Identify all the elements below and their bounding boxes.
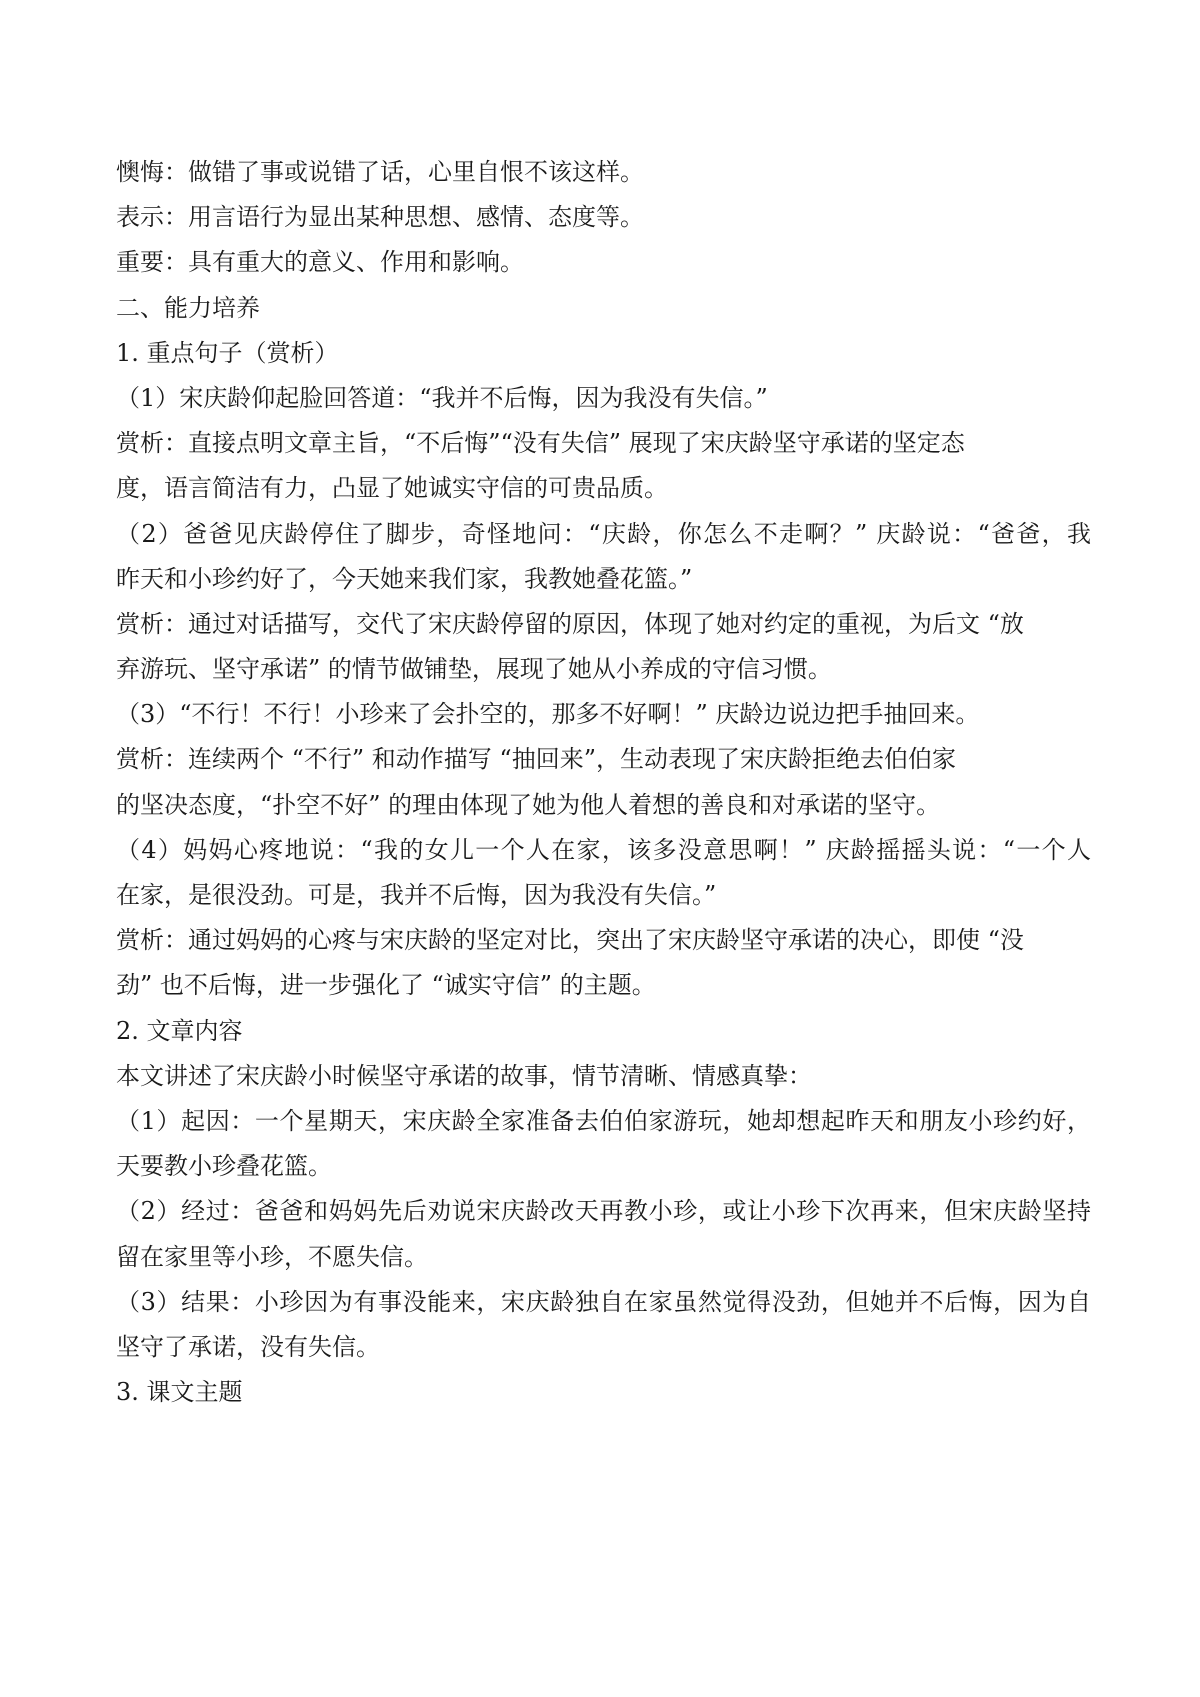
- text-line: 表示：用言语行为显出某种思想、感情、态度等。: [116, 203, 644, 232]
- text-line: 昨天和小珍约好了，今天她来我们家，我教她叠花篮。”: [116, 564, 693, 593]
- text-line: 赏析：连续两个 “不行” 和动作描写 “抽回来”，生动表现了宋庆龄拒绝去伯伯家: [116, 745, 956, 774]
- text-line: 天要教小珍叠花篮。: [116, 1152, 332, 1181]
- text-line: 赏析：直接点明文章主旨，“不后悔”“没有失信” 展现了宋庆龄坚守承诺的坚定态: [116, 429, 965, 458]
- text-line: 留在家里等小珍，不愿失信。: [116, 1242, 428, 1271]
- text-line: 2. 文章内容: [116, 1016, 243, 1045]
- text-line: 赏析：通过妈妈的心疼与宋庆龄的坚定对比，突出了宋庆龄坚守承诺的决心，即使 “没: [116, 926, 1024, 955]
- text-line: （4）妈妈心疼地说：“我的女儿一个人在家，该多没意思啊！” 庆龄摇摇头说：“一个人: [116, 835, 1091, 864]
- text-line: （1）宋庆龄仰起脸回答道：“我并不后悔，因为我没有失信。”: [116, 383, 768, 412]
- text-line: 劲” 也不后悔，进一步强化了 “诚实守信” 的主题。: [116, 971, 656, 1000]
- text-line: 1. 重点句子（赏析）: [116, 338, 339, 367]
- text-line: 的坚决态度，“扑空不好” 的理由体现了她为他人着想的善良和对承诺的坚守。: [116, 790, 941, 819]
- text-line: 本文讲述了宋庆龄小时候坚守承诺的故事，情节清晰、情感真挚：: [116, 1061, 812, 1090]
- text-line: 度，语言简洁有力，凸显了她诚实守信的可贵品质。: [116, 474, 668, 503]
- text-line: 坚守了承诺，没有失信。: [116, 1332, 380, 1361]
- text-line: 3. 课文主题: [116, 1378, 243, 1407]
- text-line: 懊悔：做错了事或说错了话，心里自恨不该这样。: [116, 158, 644, 186]
- text-line: （1）起因：一个星期天，宋庆龄全家准备去伯伯家游玩，她却想起昨天和朋友小珍约好，: [116, 1106, 1091, 1135]
- text-line: （3）“不行！不行！小珍来了会扑空的，那多不好啊！” 庆龄边说边把手抽回来。: [116, 700, 980, 729]
- text-line: 二、能力培养: [116, 293, 260, 322]
- text-line: 重要：具有重大的意义、作用和影响。: [116, 248, 524, 277]
- text-line: 弃游玩、坚守承诺” 的情节做铺垫，展现了她从小养成的守信习惯。: [116, 655, 832, 684]
- text-line: （2）经过：爸爸和妈妈先后劝说宋庆龄改天再教小珍，或让小珍下次再来，但宋庆龄坚持: [116, 1197, 1091, 1226]
- text-line: 在家，是很没劲。可是，我并不后悔，因为我没有失信。”: [116, 881, 717, 909]
- document-body: [116, 150, 1091, 1415]
- text-line: （3）结果：小珍因为有事没能来，宋庆龄独自在家虽然觉得没劲，但她并不后悔，因为自: [116, 1287, 1091, 1316]
- text-line: （2）爸爸见庆龄停住了脚步，奇怪地问：“庆龄，你怎么不走啊？” 庆龄说：“爸爸，我: [116, 519, 1091, 548]
- text-line: 赏析：通过对话描写，交代了宋庆龄停留的原因，体现了她对约定的重视，为后文 “放: [116, 609, 1024, 638]
